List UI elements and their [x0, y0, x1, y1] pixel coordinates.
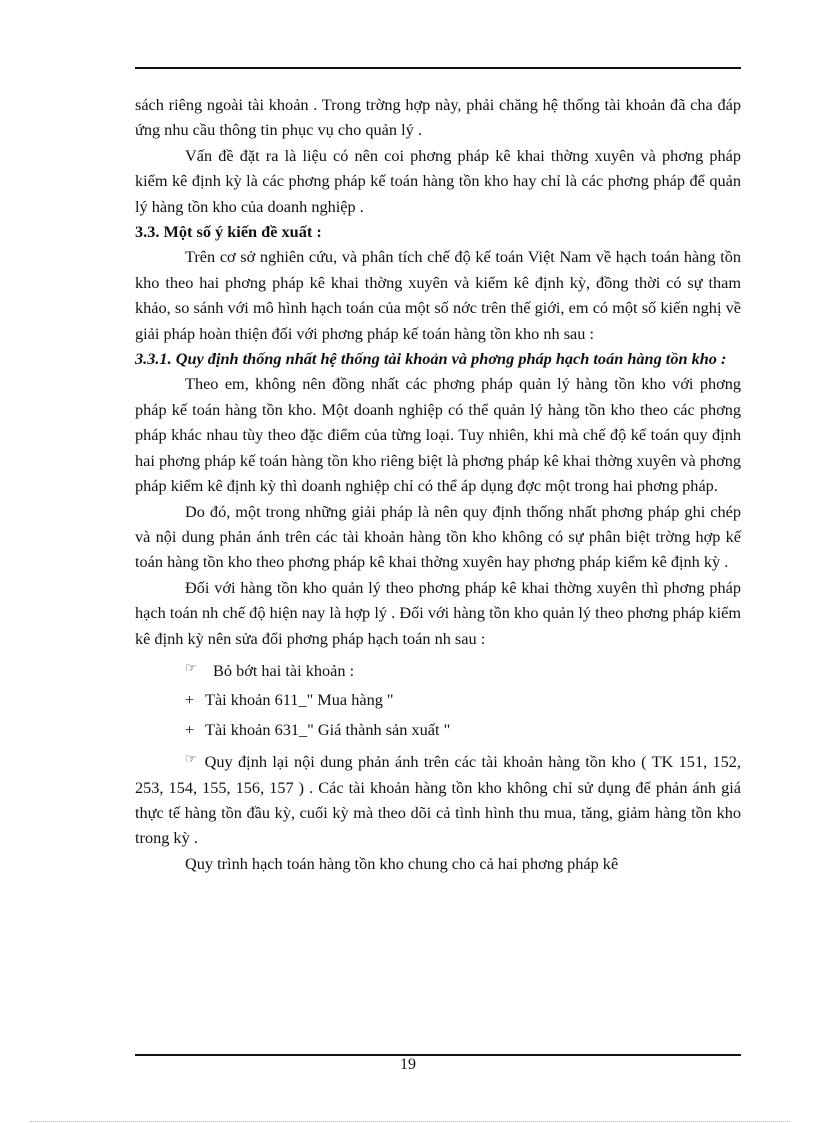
plus-item-611	[135, 687, 741, 712]
pointing-hand-icon: ☞	[185, 751, 197, 767]
plus-text: Tài khoản 611_" Mua hàng "	[205, 690, 394, 710]
bullet-paragraph-text: Quy định lại nội dung phản ánh trên các tài khoản hàng tồn kho ( TK 151, 152, 253, 154, 155, 156, 157 ) . Các tài khoản hàng tồn kho không chỉ sử dụng để phản ánh giá thực tế hàng tồn đầu kỳ, cuối kỳ mà theo dõi cả tình hình thu mua, tăng, giảm hàng tồn kho trong kỳ .	[135, 752, 741, 848]
page-body	[135, 92, 741, 876]
subsection-heading-3-3-1: 3.3.1. Quy định thống nhất hệ thống tài khoản và phơng pháp hạch toán hàng tồn kho :	[135, 349, 727, 369]
plus-icon: +	[185, 690, 195, 710]
paragraph-5: Do đó, một trong những giải pháp là nên quy định thống nhất phơng pháp ghi chép và nội dung phản ánh trên các tài khoản hàng tồn kho không có sự phân biệt trờng hợp kế toán hàng tồn kho theo phơng pháp kê khai thờng xuyên hay phơng pháp kiểm kê định kỳ .	[135, 501, 741, 572]
pointing-hand-icon: ☞	[185, 659, 197, 675]
paragraph-3: Trên cơ sở nghiên cứu, và phân tích chế độ kế toán Việt Nam về hạch toán hàng tồn kho theo hai phơng pháp kê khai thờng xuyên và kiểm kê định kỳ, đồng thời có sự tham khảo, so sánh với mô hình hạch toán của một số nớc trên thế giới, em có một số kiến nghị về giải pháp hoàn thiện đối với phơng pháp kế toán hàng tồn kho nh sau :	[135, 247, 741, 343]
bullet-text: Bỏ bớt hai tài khoản :	[213, 660, 355, 680]
page-edge-divider	[30, 1121, 790, 1122]
paragraph-1: sách riêng ngoài tài khoản . Trong trờng hợp này, phải chăng hệ thống tài khoản đã cha đáp ứng nhu cầu thông tin phục vụ cho quản lý .	[135, 95, 741, 140]
section-heading-3-3: 3.3. Một số ý kiến đề xuất :	[135, 222, 322, 242]
paragraph-2: Vấn đề đặt ra là liệu có nên coi phơng pháp kê khai thờng xuyên và phơng pháp kiểm kê định kỳ là các phơng pháp kế toán hàng tồn kho hay chỉ là các phơng pháp để quản lý hàng tồn kho của doanh nghiệp .	[135, 145, 741, 216]
page-number: 19	[400, 1056, 416, 1073]
plus-item-631	[135, 717, 741, 742]
plus-icon: +	[185, 719, 195, 739]
bullet-item-remove-accounts	[135, 655, 741, 683]
paragraph-4: Theo em, không nên đồng nhất các phơng pháp quản lý hàng tồn kho với phơng pháp kế toán hàng tồn kho. Một doanh nghiệp có thể quản lý hàng tồn kho theo các phơng pháp khác nhau tùy theo đặc điểm của từng loại. Tuy nhiên, khi mà chế độ kế toán quy định hai phơng pháp kế toán hàng tồn kho riêng biệt là phơng pháp kê khai thờng xuyên và phơng pháp kiểm kê định kỳ thì doanh nghiệp chỉ có thể áp dụng đợc một trong hai phơng pháp.	[135, 374, 741, 496]
header-rule	[135, 67, 741, 69]
plus-text: Tài khoản 631_" Giá thành sản xuất "	[205, 719, 451, 739]
paragraph-6: Đối với hàng tồn kho quản lý theo phơng pháp kê khai thờng xuyên thì phơng pháp hạch toán nh chế độ hiện nay là hợp lý . Đối với hàng tồn kho quản lý theo phơng pháp kiểm kê định kỳ nên sửa đổi phơng pháp hạch toán nh sau :	[135, 577, 741, 648]
bullet-paragraph-redefine	[135, 746, 741, 851]
paragraph-7: Quy trình hạch toán hàng tồn kho chung cho cả hai phơng pháp kê	[185, 853, 619, 873]
